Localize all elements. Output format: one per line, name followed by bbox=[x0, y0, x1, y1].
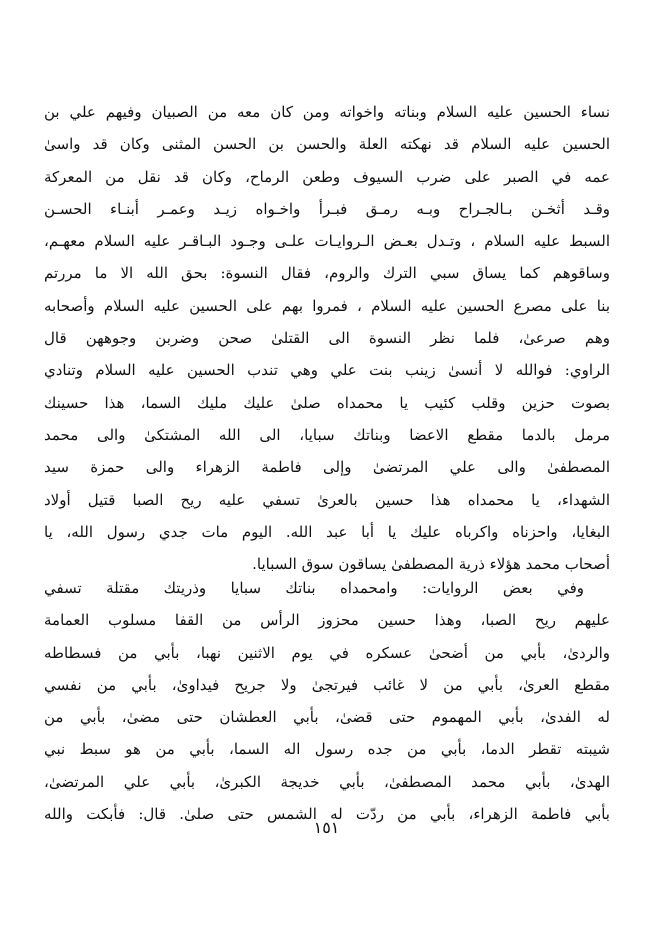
text-line: له الفدىٰ، بأبي المهموم حتى قضىٰ، بأبي العطشان حتى مضىٰ، بأبي من bbox=[44, 708, 610, 727]
text-line: مقطع العرىٰ، بأبي من لا غائب فيرتجىٰ ولا جريح فيداوىٰ، بأبي من نفسي bbox=[44, 675, 610, 694]
text-line: الراوي: فوالله لا أنسىٰ زينب بنت علي وهي تندب الحسين عليه السلام وتنادي bbox=[44, 361, 610, 380]
text-line: الهدىٰ، بأبي محمد المصطفىٰ، بأبي خديجة الكبرىٰ، بأبي علي المرتضىٰ، bbox=[44, 772, 610, 791]
text-line: الحسين عليه السلام قد نهكته العلة والحسن بن الحسن المثنى وكان قد واسىٰ bbox=[44, 135, 610, 154]
text-line: وساقوهم كما يساق سبي الترك والروم، فقال النسوة: بحق الله الا ما مررتم bbox=[44, 264, 610, 283]
text-line: بأبي فاطمة الزهراء، بأبي من ردّت له الشمس حتى صلىٰ. قال: فأبكت والله bbox=[44, 805, 610, 824]
text-line: السبط عليه السلام ، وتـدل بعـض الـروايـات علـى وجـود البـاقـر عليه السلام معهـم، bbox=[44, 232, 610, 251]
text-line: مرمل بالدما مقطع الاعضا وبناتك سبايا، الى الله المشتكىٰ والى محمد bbox=[44, 425, 610, 444]
text-line: عمه في الصبر على ضرب السيوف وطعن الرماح، وكان قد نقل من المعركة bbox=[44, 167, 610, 186]
text-line: الشهداء، يا محمداه هذا حسين بالعرىٰ تسفي عليه ريح الصبا قتيل أولاد bbox=[44, 490, 610, 509]
text-line: المصطفىٰ والى علي المرتضىٰ وإلى فاطمة الزهراء والى حمزة سيد bbox=[44, 458, 610, 477]
text-line: عليهم ريح الصبا، وهذا حسين محزوز الرأس من القفا مسلوب العمامة bbox=[44, 611, 610, 630]
paragraph-2 bbox=[44, 572, 610, 830]
text-line: وفي بعض الروايات: وامحمداه بناتك سبايا وذريتك مقتلة تسفي bbox=[44, 579, 584, 597]
text-line: نساء الحسين عليه السلام وبناته واخواته ومن كان معه من الصبيان وفيهم علي بن bbox=[44, 103, 610, 121]
text-line: وقـد أثخـن بـالجـراح وبـه رمـق فبـرأ واخـواه زيـد وعمـر أبنـاء الحسـن bbox=[44, 199, 610, 218]
text-line: بنا على مصرع الحسين عليه السلام ، فمروا بهم على الحسين عليه السلام وأصحابه bbox=[44, 296, 610, 315]
paragraph-1 bbox=[44, 96, 610, 580]
text-line: بصوت حزين وقلب كئيب يا محمداه صلىٰ عليك مليك السما، هذا حسينك bbox=[44, 393, 610, 412]
text-line: وهم صرعىٰ، فلما نظر النسوة الى القتلىٰ صحن وضربن وجوههن قال bbox=[44, 329, 610, 348]
text-line: والردىٰ، بأبي من أضحىٰ عسكره في يوم الاثنين نهبا، بأبي من فسطاطه bbox=[44, 643, 610, 662]
page-number: ١٥١ bbox=[313, 818, 340, 837]
text-line: شيبته تقطر الدما، بأبي من جده رسول اله السما، بأبي من هو سبط نبي bbox=[44, 740, 610, 759]
text-line: البغايا، واحزناه واكرباه عليك يا أبا عبد الله. اليوم مات جدي رسول الله، يا bbox=[44, 522, 610, 541]
text-line: أصحاب محمد هؤلاء ذرية المصطفىٰ يساقون سوق السبايا. bbox=[252, 555, 610, 574]
